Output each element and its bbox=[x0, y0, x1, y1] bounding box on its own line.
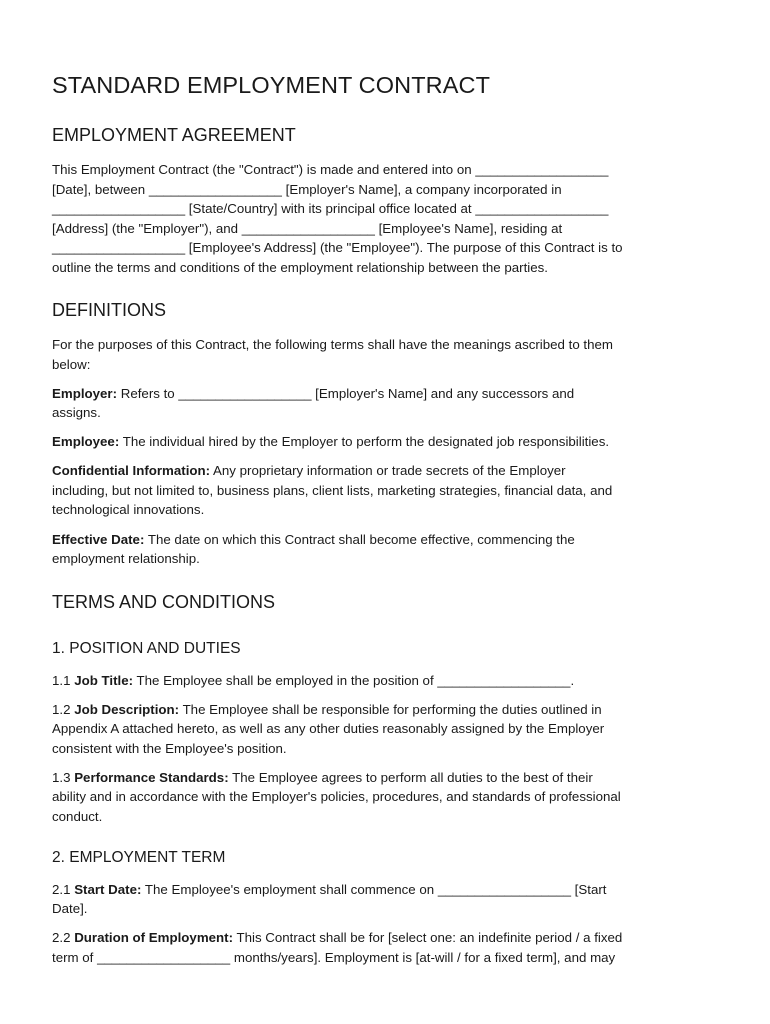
clause-term: Performance Standards: bbox=[74, 769, 229, 785]
section-heading-terms-and-conditions: TERMS AND CONDITIONS bbox=[52, 592, 276, 612]
agreement-line: [Date], between __________________ [Employer's Name], a company incorporated in bbox=[52, 181, 562, 197]
definitions-intro-line: For the purposes of this Contract, the following terms shall have the meanings ascribed to them bbox=[52, 337, 613, 352]
clause-term: Job Description: bbox=[74, 701, 180, 717]
clause-text: The Employee's employment shall commence on __________________ [Start bbox=[141, 881, 607, 897]
definition-employer bbox=[52, 384, 574, 404]
definition-text: Refers to __________________ [Employer's Name] and any successors and bbox=[117, 385, 575, 401]
agreement-line: __________________ [Employee's Address] (the "Employee"). The purpose of this Contract is to bbox=[52, 240, 623, 255]
section-heading-employment-agreement: EMPLOYMENT AGREEMENT bbox=[52, 125, 296, 145]
clause-term: Start Date: bbox=[74, 881, 142, 897]
definition-term: Employee: bbox=[52, 434, 120, 449]
definition-term: Employer: bbox=[52, 385, 118, 401]
agreement-line: __________________ [State/Country] with its principal office located at __________________ bbox=[52, 201, 609, 216]
definition-confidential-continued: technological innovations. bbox=[52, 502, 205, 517]
definition-employer-continued: assigns. bbox=[52, 405, 101, 420]
definition-term: Effective Date: bbox=[52, 531, 145, 547]
definition-text: The date on which this Contract shall become effective, commencing the bbox=[144, 531, 575, 547]
clause-job-description bbox=[52, 700, 602, 720]
clause-duration-of-employment bbox=[52, 928, 622, 948]
definition-term: Confidential Information: bbox=[52, 463, 211, 478]
agreement-line: outline the terms and conditions of the employment relationship between the parties. bbox=[52, 259, 548, 275]
definition-text: The individual hired by the Employer to perform the designated job responsibilities. bbox=[119, 434, 610, 449]
clause-job-description-continued: Appendix A attached hereto, as well as any other duties reasonably assigned by the Employer bbox=[52, 721, 605, 736]
clause-start-date-continued: Date]. bbox=[52, 901, 88, 916]
definition-text: Any proprietary information or trade secrets of the Employer bbox=[210, 463, 566, 478]
definition-effective-continued: employment relationship. bbox=[52, 551, 200, 566]
clause-job-title bbox=[52, 671, 574, 691]
definition-effective-date bbox=[52, 530, 575, 550]
clause-term: Duration of Employment: bbox=[74, 930, 234, 945]
clause-number: 2.1 bbox=[52, 881, 75, 897]
clause-text: The Employee shall be employed in the position of __________________. bbox=[133, 672, 575, 688]
clause-performance-standards-continued: ability and in accordance with the Employer's policies, procedures, and standards of professional bbox=[52, 789, 621, 804]
clause-number: 1.2 bbox=[52, 701, 75, 717]
document-title: STANDARD EMPLOYMENT CONTRACT bbox=[52, 72, 491, 98]
clause-number: 1.1 bbox=[52, 672, 75, 688]
clause-duration-continued: term of __________________ months/years]. Employment is [at-will / for a fixed term], and may bbox=[52, 949, 616, 965]
definitions-intro-line: below: bbox=[52, 356, 91, 372]
clause-start-date bbox=[52, 880, 606, 900]
subsection-heading-position-and-duties: 1. POSITION AND DUTIES bbox=[52, 640, 241, 657]
clause-text: The Employee shall be responsible for performing the duties outlined in bbox=[179, 701, 602, 717]
clause-performance-standards bbox=[52, 768, 593, 788]
clause-text: This Contract shall be for [select one: an indefinite period / a fixed bbox=[233, 930, 623, 945]
clause-job-description-continued: consistent with the Employee's position. bbox=[52, 740, 287, 756]
subsection-heading-employment-term: 2. EMPLOYMENT TERM bbox=[52, 849, 226, 866]
definition-confidential-information bbox=[52, 461, 566, 481]
agreement-line: This Employment Contract (the "Contract") is made and entered into on __________________ bbox=[52, 162, 609, 177]
clause-number: 2.2 bbox=[52, 930, 75, 945]
clause-text: The Employee agrees to perform all duties to the best of their bbox=[228, 769, 593, 785]
section-heading-definitions: DEFINITIONS bbox=[52, 300, 167, 320]
clause-term: Job Title: bbox=[74, 672, 134, 688]
clause-number: 1.3 bbox=[52, 769, 75, 785]
agreement-line: [Address] (the "Employer"), and __________________ [Employee's Name], residing at bbox=[52, 220, 563, 236]
definition-confidential-continued: including, but not limited to, business plans, client lists, marketing strategies, financial data, and bbox=[52, 482, 613, 498]
definition-employee bbox=[52, 432, 609, 452]
clause-performance-standards-continued: conduct. bbox=[52, 808, 103, 824]
